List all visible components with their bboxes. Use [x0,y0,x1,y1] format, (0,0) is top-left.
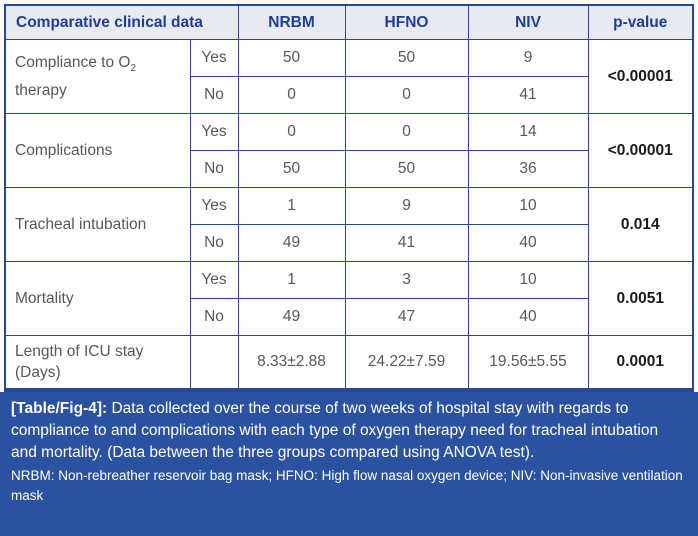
compliance-no-nrbm: 0 [238,77,345,114]
row-label-tracheal-intubation: Tracheal intubation [5,188,190,262]
table-row-tracheal-yes [5,188,693,225]
table-row-compliance-yes [5,40,693,77]
tracheal-yes-label: Yes [190,188,238,225]
compliance-yes-label: Yes [190,40,238,77]
compliance-yes-niv: 9 [468,40,588,77]
complications-yes-nrbm: 0 [238,114,345,151]
header-row [5,5,693,40]
mortality-yes-hfno: 3 [345,262,468,299]
complications-no-label: No [190,151,238,188]
header-hfno: HFNO [345,5,468,40]
caption-label: [Table/Fig-4]: [11,400,108,417]
row-label-icu-stay: Length of ICU stay (Days) [5,336,190,391]
mortality-no-hfno: 47 [345,299,468,336]
tracheal-no-nrbm: 49 [238,225,345,262]
complications-no-niv: 36 [468,151,588,188]
compliance-p-value: <0.00001 [588,40,693,114]
clinical-data-table [4,4,694,392]
caption-text: Data collected over the course of two weeks of hospital stay with regards to compliance to and complications with each type of oxygen therapy need for tracheal intubation and mortality. (Data between the three groups compared using ANOVA test). [11,400,659,461]
mortality-p-value: 0.0051 [588,262,693,336]
table-row-icu-stay [5,336,693,391]
complications-yes-niv: 14 [468,114,588,151]
row-label-complications: Complications [5,114,190,188]
compliance-yes-nrbm: 50 [238,40,345,77]
tracheal-yes-nrbm: 1 [238,188,345,225]
icu-nrbm: 8.33±2.88 [238,336,345,391]
complications-yes-hfno: 0 [345,114,468,151]
table-row-complications-yes [5,114,693,151]
compliance-no-niv: 41 [468,77,588,114]
mortality-no-niv: 40 [468,299,588,336]
compliance-no-hfno: 0 [345,77,468,114]
subscript-2: 2 [130,63,137,75]
table-row-mortality-yes [5,262,693,299]
header-niv: NIV [468,5,588,40]
header-p-value: p-value [588,5,693,40]
mortality-yes-niv: 10 [468,262,588,299]
icu-empty-cell [190,336,238,391]
caption-paragraph [11,398,687,464]
compliance-yes-hfno: 50 [345,40,468,77]
tracheal-no-niv: 40 [468,225,588,262]
caption-footnote: NRBM: Non-rebreather reservoir bag mask; HFNO: High flow nasal oxygen device; NIV: Non-invasive ventilation mask [11,468,683,503]
header-nrbm: NRBM [238,5,345,40]
mortality-yes-nrbm: 1 [238,262,345,299]
complications-no-hfno: 50 [345,151,468,188]
caption-block [0,392,698,536]
tracheal-p-value: 0.014 [588,188,693,262]
icu-hfno: 24.22±7.59 [345,336,468,391]
header-comparative-clinical-data: Comparative clinical data [5,5,238,40]
tracheal-yes-hfno: 9 [345,188,468,225]
complications-p-value: <0.00001 [588,114,693,188]
icu-p-value: 0.0001 [588,336,693,391]
tracheal-no-hfno: 41 [345,225,468,262]
mortality-yes-label: Yes [190,262,238,299]
icu-niv: 19.56±5.55 [468,336,588,391]
mortality-no-label: No [190,299,238,336]
tracheal-yes-niv: 10 [468,188,588,225]
row-label-compliance: Compliance to $O_2$ therapy [5,40,190,114]
tracheal-no-label: No [190,225,238,262]
compliance-no-label: No [190,77,238,114]
complications-yes-label: Yes [190,114,238,151]
complications-no-nrbm: 50 [238,151,345,188]
row-label-mortality: Mortality [5,262,190,336]
mortality-no-nrbm: 49 [238,299,345,336]
